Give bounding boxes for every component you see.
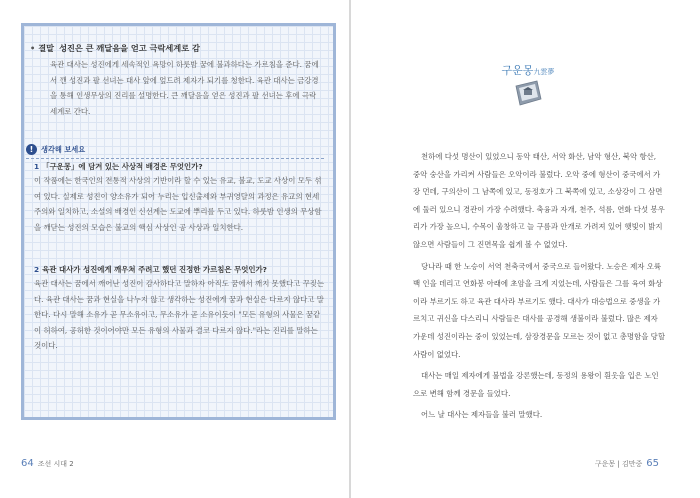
- story-title-hanja: 九雲夢: [533, 68, 555, 76]
- story-paragraph-4: 어느 날 대사는 제자들을 불러 말했다.: [421, 410, 543, 420]
- story-title-korean: 구운몽: [501, 64, 534, 77]
- story-body: [413, 148, 665, 424]
- left-page-number: 64: [21, 458, 34, 469]
- question-1-title: [34, 160, 326, 173]
- story-paragraph-2: 당나라 때 한 노승이 서역 천축국에서 중국으로 들어왔다. 노승은 제자 오륙백 인을 데리고 연화봉 아래에 초암을 크게 지었는데, 사람들은 그를 육여 화상이라 부르기도 하고 육관 대사라 부르기도 했다. 대사가 대승법으로 중생을 가르치고 귀신을 다스리니 사람들은 대사를 공경해 생불이라 불렀다. 많은 제자 가운데 성진이라는 중이 있었는데, 삼장경문을 모르는 것이 없고 총명함을 당할 사람이 없었다.: [413, 261, 665, 359]
- left-page: [0, 0, 349, 498]
- story-paragraph-3: 대사는 매일 제자에게 불법을 강론했는데, 동정의 용왕이 흰옷을 입은 노인으로 변해 함께 경문을 들었다.: [413, 371, 659, 398]
- bullet-icon: •: [30, 43, 36, 53]
- question-1-text: 「구운몽」에 담겨 있는 사상적 배경은 무엇인가?: [42, 162, 203, 171]
- left-folio: [21, 458, 74, 469]
- right-folio: [595, 458, 659, 469]
- answer-2: 육관 대사는 꿈에서 깨어난 성진이 감사하다고 말하자 아직도 꿈에서 깨지 못했다고 꾸짖는다. 육관 대사는 꿈과 현실을 나누지 않고 생각하는 성진에게 꿈과 현실은 다르지 않다고 말한다. 다시 말해 소유가 곧 무소유이고, 무소유가 곧 소유이듯이 "모든 유형의 사물은 꿈같이 허하여, 공허한 것이어야만 모든 유형의 사물과 결코 다르지 않다."라는 진리를 말하는 것이다.: [34, 279, 325, 351]
- dashed-divider: [26, 158, 324, 159]
- conclusion-heading: [30, 42, 322, 55]
- story-paragraph-1: 천하에 다섯 명산이 있었으니 동악 태산, 서악 화산, 남악 형산, 북악 항산, 중악 숭산을 가리켜 사람들은 오악이라 불렀다. 오악 중에 형산이 중국에서 가장 먼데, 구의산이 그 남쪽에 있고, 동정호가 그 북쪽에 있고, 소상강이 그 삼면에 둘러 있으니 경관이 가장 수려했다. 축융과 자개, 천주, 석름, 연화 다섯 봉우리가 가장 높으니, 수목이 울창하고 늘 구름과 안개로 가려져 있어 햇빛이 밝지 않으면 사람들이 그 진면목을 쉽게 볼 수 없었다.: [413, 152, 665, 249]
- right-page: [351, 0, 700, 498]
- conclusion-label: 결말: [38, 43, 55, 53]
- think-title: 생각해 보세요: [41, 144, 86, 154]
- left-running-head: 조선 시대 2: [37, 460, 74, 468]
- conclusion-section: [30, 42, 322, 119]
- book-illustration-icon: [513, 78, 543, 108]
- think-section: [26, 144, 331, 155]
- question-2-number: 2: [34, 265, 40, 274]
- right-running-head: 구운몽 | 김만중: [594, 460, 643, 468]
- question-2: [34, 263, 326, 354]
- exclamation-icon: !: [26, 144, 37, 155]
- think-heading: [26, 144, 331, 155]
- question-2-title: [34, 263, 326, 276]
- conclusion-text: 육관 대사는 성진에게 세속적인 욕망이 하룻밤 꿈에 불과하다는 가르침을 준다. 꿈에서 깬 성진과 팔 선녀는 대사 앞에 엎드려 제자가 되기를 청한다. 육관 대사는 금강경을 통해 인생무상의 진리를 설명한다. 큰 깨달음을 얻은 성진과 팔 선녀는 후에 극락세계로 간다.: [50, 60, 319, 116]
- right-page-number: 65: [646, 458, 659, 469]
- question-1-number: 1: [34, 162, 40, 171]
- conclusion-title: 성진은 큰 깨달음을 얻고 극락세계로 감: [59, 43, 200, 53]
- story-title: [468, 59, 588, 78]
- answer-1: 이 작품에는 한국인의 전통적 사상의 기반이라 할 수 있는 유교, 불교, 도교 사상이 모두 섞여 있다. 실제로 성진이 양소유가 되어 누리는 입신출세와 부귀영달의 과정은 유교의 현세주의와 일치하고, 소설의 배경인 신선계는 도교에 뿌리를 두고 있다. 하룻밤 인생의 무상함을 깨닫는 성진의 모습은 불교의 핵심 사상인 공 사상과 일치한다.: [34, 176, 322, 232]
- question-1: [34, 160, 326, 235]
- question-2-text: 육관 대사가 성진에게 깨우쳐 주려고 했던 진정한 가르침은 무엇인가?: [42, 265, 267, 274]
